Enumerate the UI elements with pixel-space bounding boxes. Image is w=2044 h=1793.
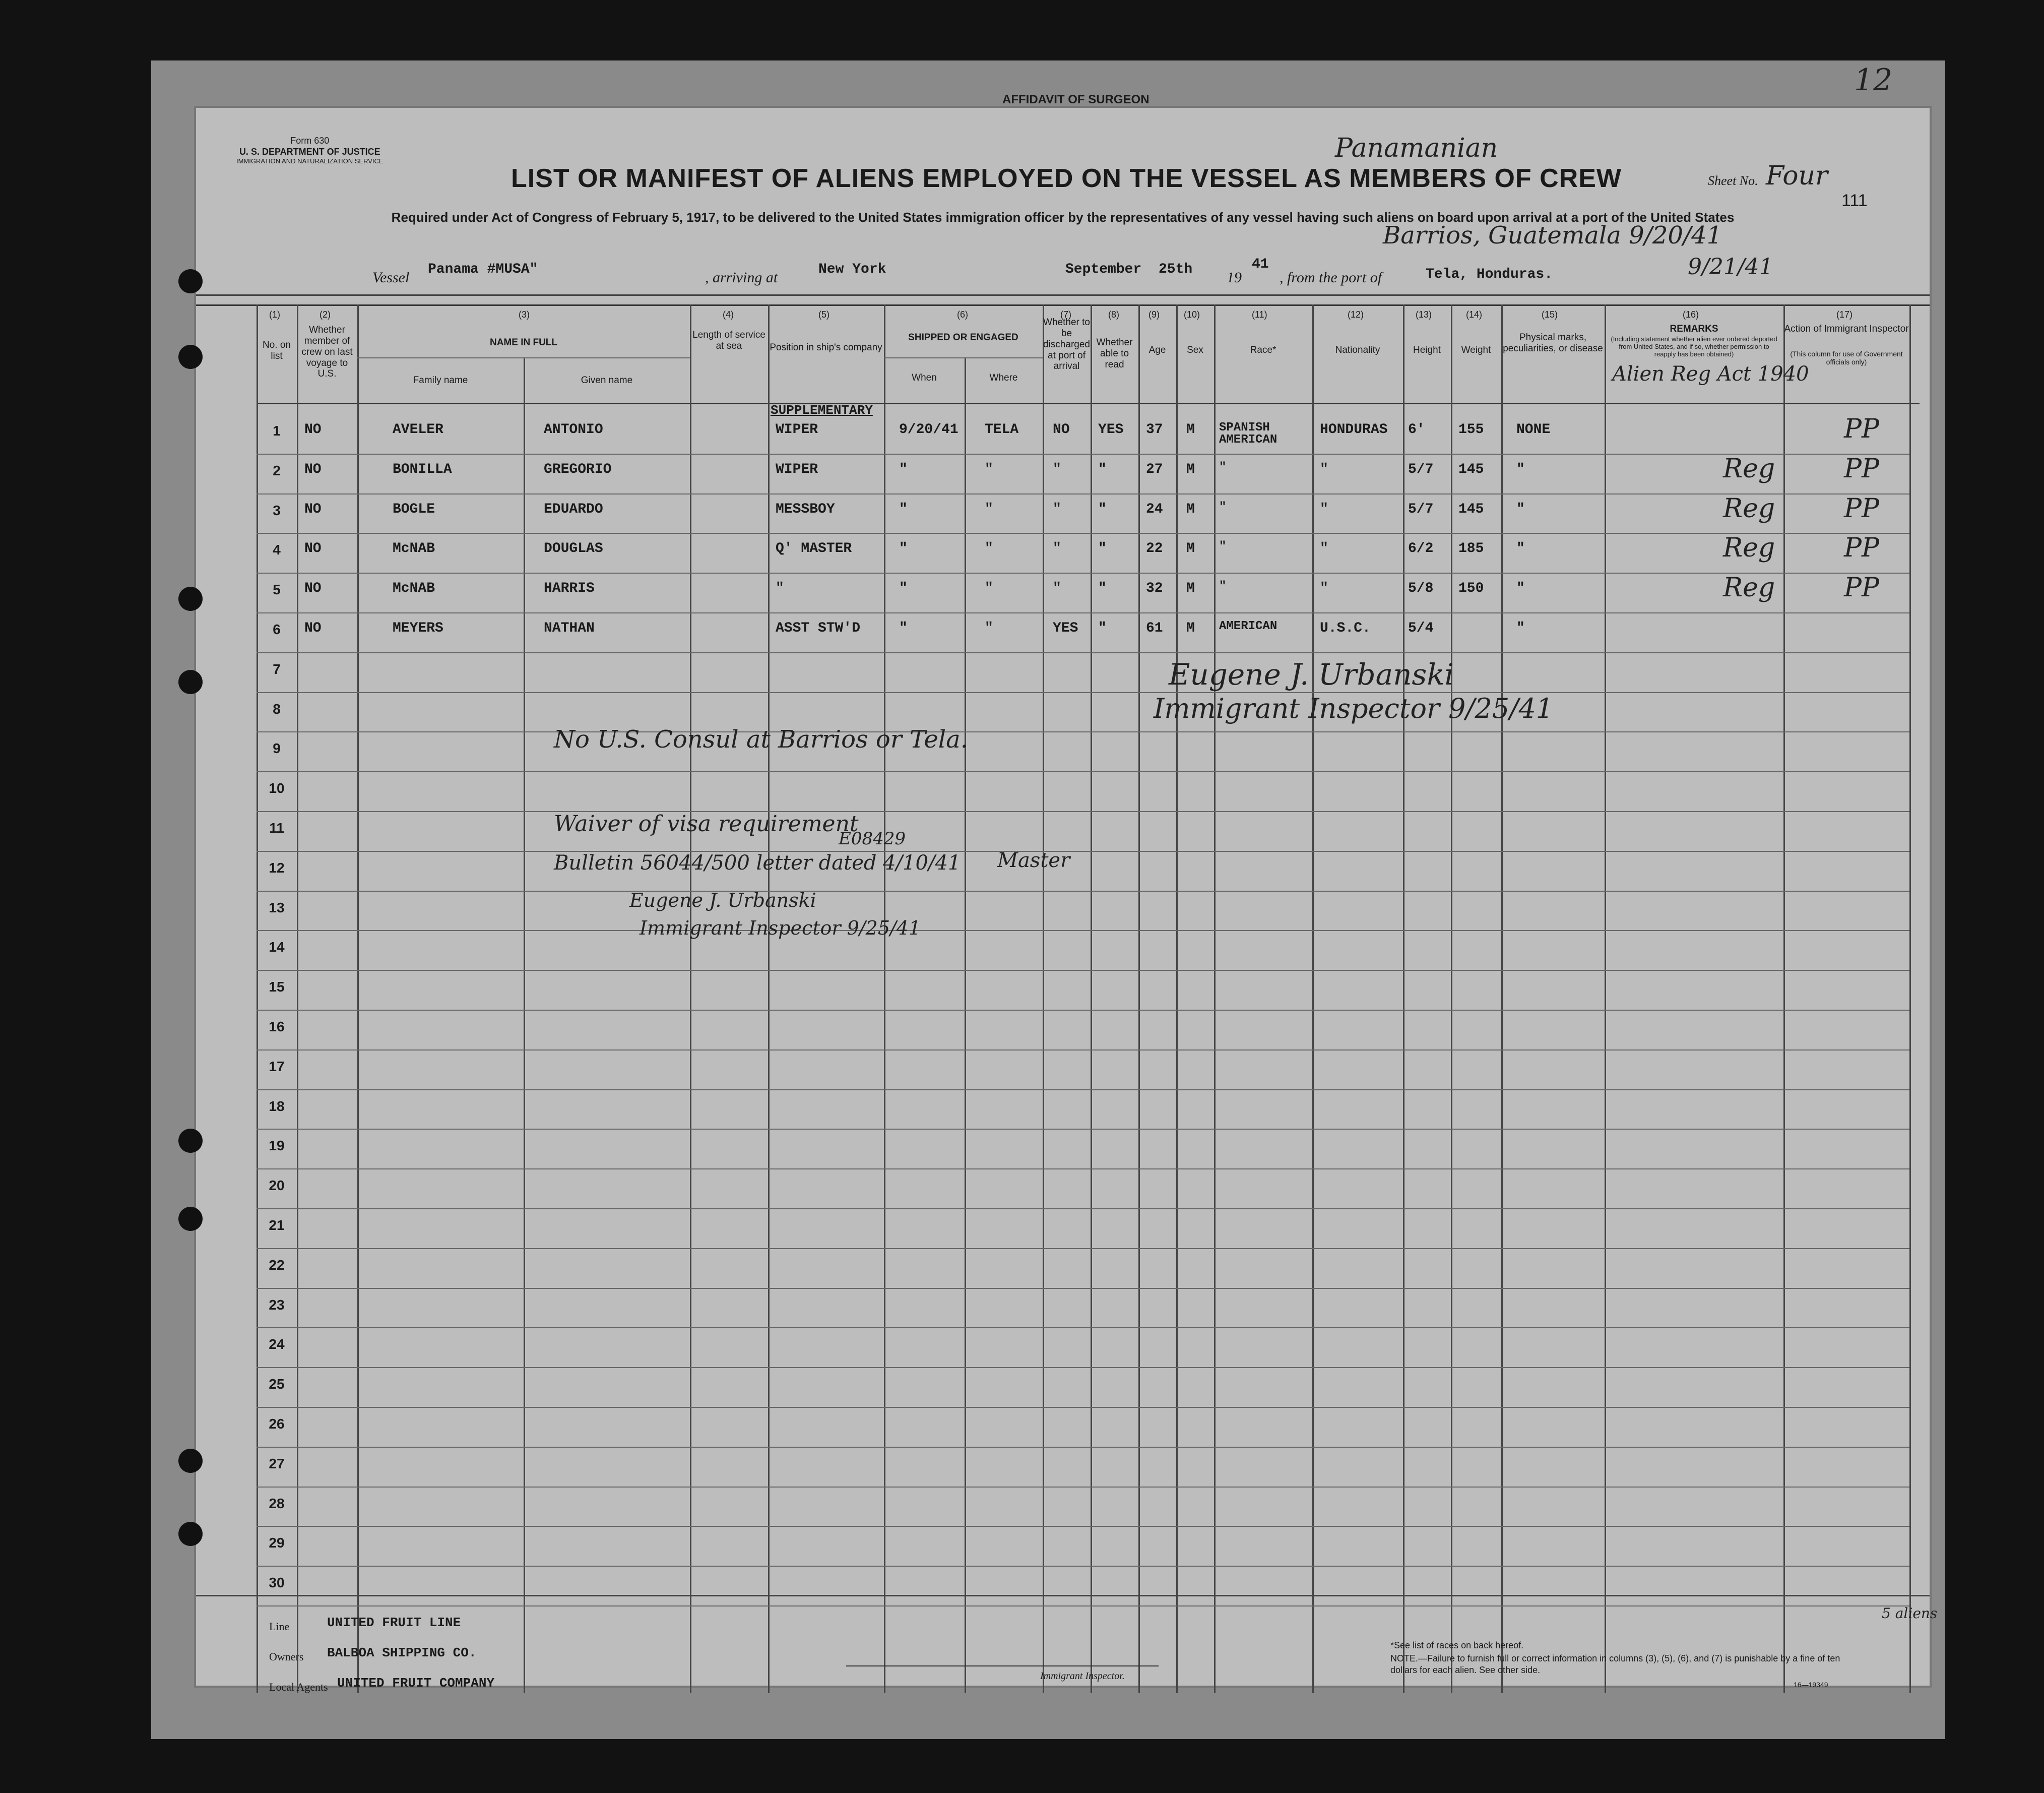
vessel-label: Vessel [372,269,410,286]
row-rule [257,1447,1909,1448]
table-top-rule [196,304,1930,306]
subtitle: Required under Act of Congress of February 5, 1917, to be delivered to the United States immigration officer by the representatives of any vessel having such aliens on board upon arrival at a port of the United States [391,210,1735,225]
col-number: (3) [519,310,530,320]
vessel-name: Panama #MUSA" [428,262,538,277]
form-info [236,136,384,165]
row-number: 29 [269,1535,285,1551]
form-code: 16—19349 [1794,1681,1828,1689]
arrival-month: September [1065,262,1142,277]
year-prefix: 19 [1227,269,1242,286]
col-header-name: NAME IN FULL [489,337,558,348]
col-header-weight: Weight [1461,345,1491,355]
cell-member: NO [304,541,322,557]
row-number: 11 [269,820,284,836]
cell-height: 5/7 [1408,501,1434,517]
row-rule [257,1089,1909,1090]
cell-nat: U.S.C. [1320,621,1371,636]
row-number: 21 [269,1217,285,1233]
col-header-shipped: SHIPPED OR ENGAGED [908,332,1018,343]
cell-race: SPANISH AMERICAN [1219,421,1278,447]
col-header-member: Whether member of crew on last voyage to U.S. [301,325,353,380]
cell-disch: " [1053,581,1061,597]
row-rule [257,851,1909,852]
cell-family: BOGLE [393,501,435,517]
row-rule [257,1526,1909,1527]
cell-race: " [1219,500,1227,514]
row-number: 26 [269,1416,285,1432]
cell-when: " [899,621,908,636]
owners-value: BALBOA SHIPPING CO. [327,1645,477,1660]
col-divider [297,304,298,1693]
handwritten-date: 9/21/41 [1688,254,1773,280]
punch-hole [178,1129,203,1153]
row-number: 6 [273,622,281,637]
row-rule [257,692,1909,693]
cell-disch: " [1053,501,1061,517]
arrival-port: New York [818,262,886,277]
row-number: 13 [269,899,285,915]
cell-action: PP [1844,573,1879,603]
punch-hole [178,1522,203,1546]
col-divider [1043,304,1044,1693]
col-header-length: Length of service at sea [692,330,765,351]
cell-age: 24 [1146,501,1163,517]
row-number: 30 [269,1575,285,1591]
row-rule [257,1248,1909,1249]
col-divider [1091,304,1092,1693]
col-number: (8) [1108,310,1119,320]
col-divider [1451,304,1452,1693]
col-header-action: Action of Immigrant Inspector [1784,324,1909,334]
row-rule [257,493,1909,494]
cell-remark: Reg [1723,573,1775,603]
row-number: 18 [269,1098,285,1114]
cell-nat: " [1320,581,1328,597]
cell-given: NATHAN [544,621,595,636]
row-rule [257,811,1909,812]
col-number: (7) [1060,310,1071,320]
department: U. S. DEPARTMENT OF JUSTICE [239,146,380,157]
inspector-signature-label: Immigrant Inspector. [1040,1671,1125,1682]
col-divider [768,304,770,1693]
cell-where: " [985,621,993,636]
cell-when: " [899,541,908,557]
col-number: (16) [1683,310,1699,320]
cell-position: WIPER [776,461,818,477]
cell-action: PP [1844,493,1879,524]
shipped-subrule [884,357,1043,358]
supplementary-label: SUPPLEMENTARY [771,403,873,418]
cell-race: " [1219,580,1227,594]
row-number: 3 [273,502,281,518]
cell-position: WIPER [776,422,818,438]
col-divider [1138,304,1140,1693]
col-divider [965,357,966,1693]
cell-family: AVELER [393,422,443,438]
cell-weight: 145 [1458,461,1484,477]
col-divider [1783,304,1785,1693]
cell-given: DOUGLAS [544,541,603,557]
cell-member: NO [304,581,322,597]
row-number: 7 [273,661,281,677]
cell-read: " [1098,461,1107,477]
row-number: 1 [273,423,281,439]
cell-action: PP [1844,453,1879,484]
col-number: (9) [1148,310,1160,320]
col-divider [524,357,525,1693]
row-number: 4 [273,542,281,558]
row-number: 24 [269,1336,285,1352]
table-header-rule [257,403,1920,404]
cell-age: 61 [1146,621,1163,636]
col-header-nationality: Nationality [1335,345,1380,355]
cell-member: NO [304,501,322,517]
cell-family: BONILLA [393,461,452,477]
row-rule [257,930,1909,931]
cell-remark: Reg [1723,493,1775,524]
cell-phys: NONE [1516,422,1551,438]
row-rule [257,1208,1909,1209]
waiver-code: E08429 [839,829,906,849]
cell-sex: M [1186,461,1195,477]
col-divider [1605,304,1606,1693]
col-divider [1909,304,1911,1693]
cell-where: TELA [985,422,1019,438]
cell-read: " [1098,541,1107,557]
row-number: 15 [269,979,285,995]
col-number: (6) [957,310,968,320]
signature-line [846,1665,1159,1666]
cell-given: ANTONIO [544,422,603,438]
cell-sex: M [1186,581,1195,597]
col-divider [1312,304,1314,1693]
cell-nat: " [1320,461,1328,477]
row-rule [257,533,1909,534]
page-title: LIST OR MANIFEST OF ALIENS EMPLOYED ON THE VESSEL AS MEMBERS OF CREW [511,164,1622,193]
col-header-age: Age [1148,345,1166,355]
col-header-where: Where [989,373,1018,383]
cell-when: " [899,461,908,477]
cell-phys: " [1516,581,1525,597]
departure-port: Tela, Honduras. [1426,267,1553,282]
col-header-physical: Physical marks, peculiarities, or disease [1503,332,1603,354]
cell-phys: " [1516,461,1525,477]
row-rule [257,1288,1909,1289]
line-value: UNITED FRUIT LINE [327,1615,461,1630]
service: IMMIGRATION AND NATURALIZATION SERVICE [236,157,384,165]
cell-sex: M [1186,422,1195,438]
cell-height: 5/7 [1408,461,1434,477]
row-number: 5 [273,582,281,598]
cell-phys: " [1516,621,1525,636]
row-number: 23 [269,1296,285,1313]
cell-height: 5/4 [1408,621,1434,636]
col-number: (12) [1348,310,1364,320]
cell-weight: 185 [1458,541,1484,557]
cell-position: ASST STW'D [776,621,861,636]
bulletin-note: Bulletin 56044/500 letter dated 4/10/41 [554,851,961,875]
remarks-handwritten: Alien Reg Act 1940 [1612,362,1809,386]
col-header-position: Position in ship's company [770,342,882,353]
row-rule [257,1407,1909,1408]
cell-nat: " [1320,541,1328,557]
row-number: 12 [269,859,285,876]
from-label: , from the port of [1280,269,1382,286]
row-number: 8 [273,701,281,717]
cell-member: NO [304,422,322,438]
row-rule [257,731,1909,732]
punch-hole [178,670,203,694]
cell-race: " [1219,460,1227,474]
header-rule [196,294,1930,296]
agents-value: UNITED FRUIT COMPANY [337,1676,495,1691]
col-divider [357,304,359,1693]
col-divider [1403,304,1404,1693]
cell-read: " [1098,581,1107,597]
cell-where: " [985,501,993,517]
cell-action: PP [1844,533,1879,564]
row-number: 27 [269,1455,285,1471]
col-number: (1) [269,310,280,320]
row-number: 20 [269,1178,285,1194]
col-number: (17) [1836,310,1853,320]
cell-when: " [899,501,908,517]
inspector-signature: Eugene J. Urbanski [1169,657,1454,692]
cell-family: McNAB [393,581,435,597]
row-number: 28 [269,1495,285,1511]
row-rule [257,1049,1909,1050]
cell-position: Q' MASTER [776,541,852,557]
cell-given: GREGORIO [544,461,612,477]
col-number: (2) [320,310,331,320]
cell-disch: " [1053,541,1061,557]
cell-where: " [985,541,993,557]
cell-disch: " [1053,461,1061,477]
consul-note: No U.S. Consul at Barrios or Tela. [554,725,968,754]
master-note: Master [997,849,1070,872]
cell-action: PP [1844,414,1879,444]
owners-label: Owners [269,1650,304,1663]
cell-sex: M [1186,621,1195,636]
col-divider [1214,304,1216,1693]
row-number: 17 [269,1058,285,1074]
punch-hole [178,1207,203,1231]
cell-family: MEYERS [393,621,443,636]
cell-member: NO [304,621,322,636]
line-label: Line [269,1620,290,1633]
col-divider [257,304,258,1693]
row-number: 14 [269,939,285,955]
punch-hole [178,587,203,611]
row-rule [257,1010,1909,1011]
cell-read: " [1098,621,1107,636]
cell-age: 22 [1146,541,1163,557]
col-header-when: When [912,373,937,383]
col-header-sex: Sex [1187,345,1203,355]
cell-where: " [985,581,993,597]
form-number: Form 630 [290,136,330,146]
row-rule [257,891,1909,892]
cell-race: " [1219,540,1227,554]
col-header-given: Given name [581,375,633,386]
cell-weight: 145 [1458,501,1484,517]
cell-age: 32 [1146,581,1163,597]
arrival-year: 41 [1252,257,1269,272]
cell-weight: 155 [1458,422,1484,438]
row-rule [257,454,1909,455]
cell-height: 5/8 [1408,581,1434,597]
cell-nat: HONDURAS [1320,422,1388,438]
cell-remark: Reg [1723,453,1775,484]
sheet-number: Four [1766,161,1828,191]
col-divider [1176,304,1178,1693]
cell-read: YES [1098,422,1124,438]
footer-rule [196,1595,1930,1596]
cell-read: " [1098,501,1107,517]
name-subrule [357,357,690,358]
row-number: 2 [273,462,281,478]
cell-position: MESSBOY [776,501,835,517]
col-number: (5) [818,310,829,320]
cell-disch: YES [1053,621,1078,636]
manifest-sheet [194,63,1938,1693]
footer-note: NOTE.—Failure to furnish full or correct information in columns (3), (5), (6), and (7) is punishable by a fine of ten dollars for each alien. See other side. [1390,1653,1840,1676]
arriving-label: , arriving at [705,269,778,286]
cell-weight: 150 [1458,581,1484,597]
cell-when: 9/20/41 [899,422,959,438]
cell-disch: NO [1053,422,1070,438]
small-inspector-title: Immigrant Inspector 9/25/41 [640,917,921,939]
col-number: (13) [1416,310,1432,320]
small-inspector-signature: Eugene J. Urbanski [629,889,816,911]
row-rule [257,1605,1909,1606]
row-number: 19 [269,1138,285,1154]
cell-given: HARRIS [544,581,595,597]
col-header-race: Race* [1250,345,1276,355]
row-rule [257,612,1909,613]
col-header-family: Family name [413,375,468,386]
col-header-height: Height [1413,345,1441,355]
row-number: 25 [269,1376,285,1392]
row-rule [257,1327,1909,1328]
row-rule [257,573,1909,574]
col-header-remarks-sub: (Including statement whether alien ever ordered deported from United States, and if so, whether permission to reapply has been obtained) [1611,335,1777,358]
corner-note: 12 [1854,63,1893,98]
col-header-action-sub: (This column for use of Government officials only) [1790,350,1903,366]
row-rule [257,771,1909,772]
agents-label: Local Agents [269,1681,328,1693]
cell-phys: " [1516,541,1525,557]
cell-remark: Reg [1723,533,1775,564]
cell-race: AMERICAN [1219,620,1278,633]
cell-family: McNAB [393,541,435,557]
col-divider [690,304,691,1693]
cell-when: " [899,581,908,597]
row-rule [257,652,1909,653]
waiver-note: Waiver of visa requirement [554,811,859,837]
col-header-read: Whether able to read [1096,337,1133,370]
cell-sex: M [1186,501,1195,517]
col-number: (14) [1466,310,1483,320]
punch-hole [178,345,203,369]
cell-nat: " [1320,501,1328,517]
races-note: *See list of races on back hereof. [1390,1640,1524,1650]
col-number: (4) [723,310,734,320]
affidavit-label: AFFIDAVIT OF SURGEON [1002,93,1149,106]
cell-height: 6/2 [1408,541,1434,557]
row-number: 9 [273,740,281,757]
col-header-discharged: Whether to be discharged at port of arrival [1043,317,1090,372]
row-rule [257,1367,1909,1368]
col-number: (11) [1252,310,1267,320]
handwritten-port: Barrios, Guatemala 9/20/41 [1383,221,1722,250]
cell-age: 27 [1146,461,1163,477]
row-rule [257,1487,1909,1488]
row-rule [257,1168,1909,1169]
row-number: 16 [269,1019,285,1034]
cell-height: 6' [1408,422,1425,438]
cell-position: " [776,581,784,597]
col-header-no: No. on list [263,340,291,361]
punch-hole [178,1449,203,1473]
inspector-title: Immigrant Inspector 9/25/41 [1154,693,1554,724]
arrival-day: 25th [1159,262,1193,277]
row-number: 10 [269,780,285,796]
cell-member: NO [304,461,322,477]
col-number: (15) [1542,310,1558,320]
aliens-count: 5 aliens [1882,1605,1938,1622]
sheet-no-label: Sheet No. [1708,173,1758,188]
cell-sex: M [1186,541,1195,557]
punch-hole [178,269,203,293]
row-rule [257,970,1909,971]
cell-phys: " [1516,501,1525,517]
col-header-remarks: REMARKS [1670,324,1718,334]
col-divider [1501,304,1503,1693]
page-number: 111 [1841,191,1868,210]
nationality-handwritten: Panamanian [1335,133,1498,163]
col-number: (10) [1184,310,1200,320]
cell-given: EDUARDO [544,501,603,517]
row-rule [257,1566,1909,1567]
cell-where: " [985,461,993,477]
cell-age: 37 [1146,422,1163,438]
row-rule [257,1129,1909,1130]
row-number: 22 [269,1257,285,1273]
col-divider [884,304,885,1693]
